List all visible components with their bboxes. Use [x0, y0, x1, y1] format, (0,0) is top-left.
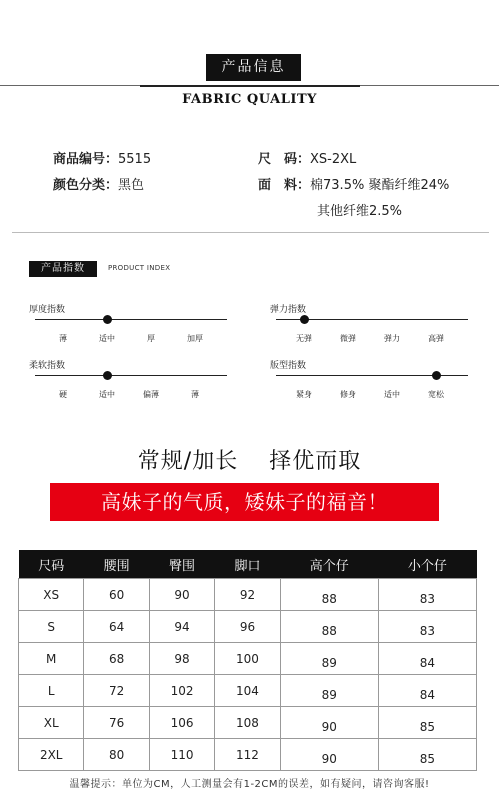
table-cell: 64	[84, 611, 149, 643]
table-cell: 85	[378, 711, 476, 743]
table-cell: 60	[84, 579, 149, 611]
scale-label: 无弹	[296, 334, 312, 343]
table-row	[19, 675, 477, 707]
size-row	[258, 148, 356, 167]
scale-title: 版型指数	[270, 361, 307, 371]
scale-marker	[103, 371, 112, 380]
scale-marker	[432, 371, 441, 380]
color-value: 黑色	[118, 178, 145, 193]
fabric-value: 棉73.5% 聚酯纤维24%	[310, 178, 450, 193]
scale-track	[35, 319, 227, 320]
table-cell: 76	[84, 707, 149, 739]
table-cell: 89	[280, 679, 378, 711]
scale-track	[35, 375, 227, 376]
col-header-waist: 腰围	[84, 550, 149, 579]
table-cell: 85	[378, 743, 476, 775]
table-cell: M	[19, 643, 84, 675]
table-cell: S	[19, 611, 84, 643]
table-cell: 90	[280, 743, 378, 775]
section-title: 产品信息	[206, 54, 301, 81]
col-header-hem: 脚口	[215, 550, 280, 579]
table-cell: 102	[149, 675, 214, 707]
scale-label: 微弹	[340, 334, 356, 343]
section-subtitle: FABRIC QUALITY	[182, 92, 317, 107]
index-title-en: PRODUCT INDEX	[108, 264, 171, 272]
scale-title: 弹力指数	[270, 305, 307, 315]
table-header-row	[19, 550, 477, 579]
col-header-tall: 高个仔	[280, 550, 378, 579]
col-header-hip: 臀围	[149, 550, 214, 579]
slogan-banner: 高妹子的气质，矮妹子的福音！	[50, 483, 439, 521]
table-cell: XS	[19, 579, 84, 611]
table-cell: 92	[215, 579, 280, 611]
table-row	[19, 707, 477, 739]
col-header-size: 尺码	[19, 550, 84, 579]
scale-label: 薄	[59, 334, 67, 343]
table-cell: XL	[19, 707, 84, 739]
scale-marker	[300, 315, 309, 324]
size-label: 尺 码：	[258, 152, 311, 167]
fabric-value-2: 其他纤维2.5%	[317, 204, 403, 219]
table-cell: 94	[149, 611, 214, 643]
scale-marker	[103, 315, 112, 324]
index-title: 产品指数	[29, 261, 97, 277]
scale-title: 厚度指数	[29, 305, 66, 315]
scale-label: 弹力	[384, 334, 400, 343]
scale-label: 适中	[99, 390, 115, 399]
scale-label: 宽松	[428, 390, 444, 399]
scale-label: 修身	[340, 390, 356, 399]
header-accent-line	[140, 85, 360, 87]
item-no-value: 5515	[118, 152, 152, 167]
section-divider	[12, 232, 489, 233]
scale-label: 加厚	[187, 334, 203, 343]
table-cell: 96	[215, 611, 280, 643]
table-cell: 90	[149, 579, 214, 611]
table-cell: 80	[84, 739, 149, 771]
fabric-row	[258, 174, 449, 193]
table-cell: 83	[378, 583, 476, 615]
footer-note: 温馨提示：单位为CM，人工测量会有1-2CM的误差，如有疑问，请咨询客服!	[69, 779, 430, 790]
table-cell: 100	[215, 643, 280, 675]
table-cell: 108	[215, 707, 280, 739]
col-header-short: 小个仔	[378, 550, 476, 579]
table-cell: 104	[215, 675, 280, 707]
table-cell: 88	[280, 583, 378, 615]
fabric-label: 面 料：	[258, 178, 311, 193]
item-no-label: 商品编号：	[53, 152, 119, 167]
scale-label: 适中	[99, 334, 115, 343]
scale-label: 紧身	[296, 390, 312, 399]
table-row	[19, 643, 477, 675]
table-cell: 90	[280, 711, 378, 743]
table-row	[19, 611, 477, 643]
scale-label: 厚	[147, 334, 155, 343]
color-row	[53, 174, 144, 193]
table-cell: 98	[149, 643, 214, 675]
color-label: 颜色分类：	[53, 178, 119, 193]
scale-label: 硬	[59, 390, 67, 399]
item-no-row	[53, 148, 151, 167]
scale-label: 高弹	[428, 334, 444, 343]
table-row	[19, 739, 477, 771]
table-cell: 112	[215, 739, 280, 771]
table-cell: 110	[149, 739, 214, 771]
table-cell: 83	[378, 615, 476, 647]
size-value: XS-2XL	[310, 152, 357, 167]
scale-label: 偏薄	[143, 390, 159, 399]
scale-label: 适中	[384, 390, 400, 399]
scale-title: 柔软指数	[29, 361, 66, 371]
table-cell: L	[19, 675, 84, 707]
table-cell: 2XL	[19, 739, 84, 771]
table-cell: 88	[280, 615, 378, 647]
size-table	[18, 550, 477, 771]
table-cell: 89	[280, 647, 378, 679]
slogan-text: 常规/加长 择优而取	[137, 449, 362, 474]
table-cell: 84	[378, 679, 476, 711]
table-cell: 106	[149, 707, 214, 739]
table-cell: 72	[84, 675, 149, 707]
scale-label: 薄	[191, 390, 199, 399]
table-cell: 84	[378, 647, 476, 679]
table-row	[19, 579, 477, 611]
table-cell: 68	[84, 643, 149, 675]
